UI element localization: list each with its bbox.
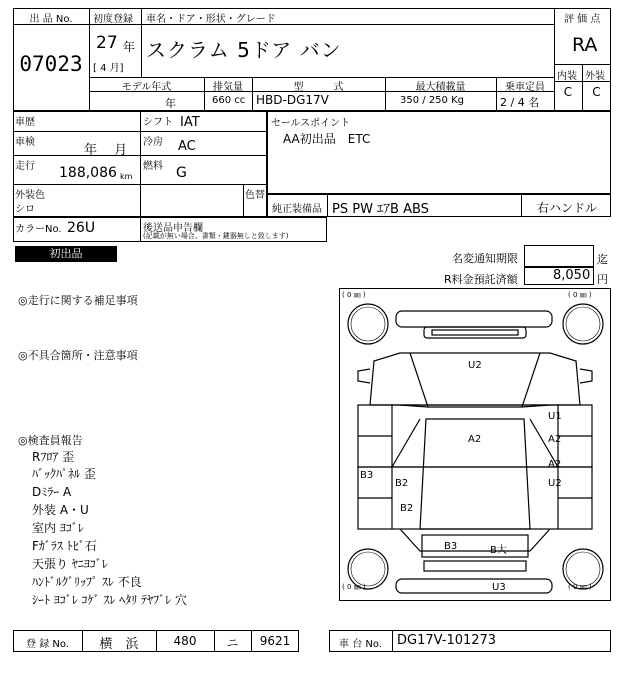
inspector-line: ｼｰﾄ ﾖｺﾞﾚ ｺｹﾞ ｽﾚ ﾍﾀﾘ ﾃﾔﾌﾞﾚ 穴: [32, 593, 187, 607]
tire-fr-depth: ( 0 ㎜ ): [568, 291, 592, 299]
history-label: 車歴: [15, 117, 35, 128]
chassis-label: 車 台 No.: [339, 639, 382, 650]
score-label: 評 価 点: [564, 14, 601, 25]
damage-mark: A2: [468, 434, 482, 445]
lot-number: 07023: [19, 52, 83, 76]
mileage-label: 走行: [15, 161, 35, 172]
equipment-list: PS PW ｴｱB ABS: [332, 202, 429, 217]
color-value: シロ: [15, 204, 35, 215]
inspection-value: 年 月: [84, 143, 128, 158]
reg-month: [ 4 月]: [93, 63, 124, 74]
inspector-line: Rﾌﾛｱ 歪: [32, 450, 75, 464]
seating-capacity: 2 / 4 名: [500, 96, 540, 109]
reg-kana: ニ: [226, 636, 239, 650]
inspection-label: 車検: [15, 137, 35, 148]
running-notes-title: ◎走行に関する補足事項: [18, 294, 138, 307]
reg-class: 480: [173, 634, 197, 648]
steering-position: 右ハンドル: [537, 201, 598, 215]
tire-rr-depth: ( 0 ㎜ ): [568, 583, 592, 591]
inspector-line: 天張り ﾔﾆﾖｺﾞﾚ: [32, 557, 108, 571]
equipment-label: 純正装備品: [272, 204, 322, 215]
interior-label: 内装: [557, 71, 577, 82]
ac-value: AC: [178, 139, 196, 154]
car-name-label: 車名・ドア・形状・グレード: [146, 14, 276, 25]
docs-label: 後送品申告欄: [143, 223, 203, 234]
damage-mark: U3: [492, 582, 506, 593]
damage-mark: B2: [395, 478, 409, 489]
first-reg-label: 初度登録: [93, 14, 133, 25]
chassis-number: DG17V-101273: [397, 633, 497, 648]
type-label: 型 式: [293, 82, 344, 93]
exterior-label: 外装: [585, 71, 605, 82]
damage-mark: B3: [444, 541, 458, 552]
reg-year-unit: 年: [123, 40, 136, 54]
color-no-label: カラーNo.: [15, 224, 62, 235]
displacement: 660 cc: [212, 95, 246, 106]
vehicle-type: HBD-DG17V: [256, 93, 329, 107]
inspector-line: ﾊﾞｯｸﾊﾟﾈﾙ 歪: [32, 467, 96, 481]
name-change-box: [524, 245, 594, 267]
color-change-label: 色替: [245, 190, 265, 201]
lot-label: 出 品 No.: [29, 14, 73, 25]
inspector-line: Fｶﾞﾗｽ ﾄﾋﾞ石: [32, 539, 97, 553]
inspector-line: Dﾐﾗｰ A: [32, 485, 72, 499]
shift-value: IAT: [180, 115, 200, 130]
color-label: 外装色: [15, 190, 45, 201]
reg-area: 横 浜: [99, 637, 139, 652]
damage-mark: B2: [400, 503, 414, 514]
model-year-unit: 年: [165, 97, 176, 110]
first-listing-badge: 初出品: [15, 246, 117, 262]
inspector-line: ﾊﾝﾄﾞﾙｸﾞﾘｯﾌﾟ ｽﾚ 不良: [32, 575, 142, 589]
damage-mark: U2: [548, 478, 562, 489]
load-label: 最大積載量: [415, 82, 466, 93]
tire-front-right-icon: [563, 304, 603, 344]
damage-mark: B3: [360, 470, 374, 481]
damage-mark: A2: [548, 459, 562, 470]
overall-score: RA: [572, 34, 598, 56]
max-load: 350 / 250 Kg: [400, 95, 464, 106]
model-year-label: モデル年式: [121, 82, 172, 93]
exterior-grade: C: [592, 85, 601, 99]
car-diagram: [339, 288, 611, 601]
inspector-line: 室内 ﾖｺﾞﾚ: [32, 521, 84, 535]
damage-mark: U1: [548, 411, 562, 422]
ac-label: 冷房: [143, 137, 163, 148]
car-name: スクラム 5ドア バン: [146, 38, 342, 62]
displacement-label: 排気量: [213, 82, 243, 93]
reg-number: 9621: [259, 634, 291, 648]
damage-mark: U2: [468, 360, 482, 371]
capacity-label: 乗車定員: [505, 82, 545, 93]
tire-rl-depth: ( 0 ㎜ ): [342, 583, 366, 591]
shift-label: シフト: [143, 117, 173, 128]
name-change-unit: 迄: [597, 253, 608, 266]
damage-mark: B大: [490, 545, 507, 556]
name-change-label: 名変通知期限: [452, 252, 518, 265]
tire-front-left-icon: [348, 304, 388, 344]
recycle-unit: 円: [597, 273, 608, 286]
interior-grade: C: [563, 85, 573, 99]
reg-no-label: 登 録 No.: [26, 639, 69, 650]
damage-mark: A2: [548, 434, 562, 445]
recycle-amount: 8,050: [553, 268, 591, 283]
fuel-label: 燃料: [143, 161, 163, 172]
sales-points-label: セールスポイント: [271, 118, 351, 129]
tire-fl-depth: ( 0 ㎜ ): [342, 291, 366, 299]
inspector-line: 外装 A・U: [32, 503, 89, 517]
color-no-value: 26U: [67, 220, 96, 236]
docs-note: (記載が無い場合、書類・鍵器無しと致します): [143, 232, 289, 240]
mileage-value: 188,086: [59, 165, 117, 181]
fuel-value: G: [176, 165, 187, 181]
inspector-title: ◎検査員報告: [18, 434, 83, 447]
mileage-unit: km: [120, 172, 133, 181]
sales-points: AA初出品 ETC: [283, 132, 371, 146]
defects-title: ◎不具合箇所・注意事項: [18, 349, 138, 362]
recycle-label: R料金預託済額: [444, 273, 518, 286]
reg-year: 27: [96, 33, 118, 53]
